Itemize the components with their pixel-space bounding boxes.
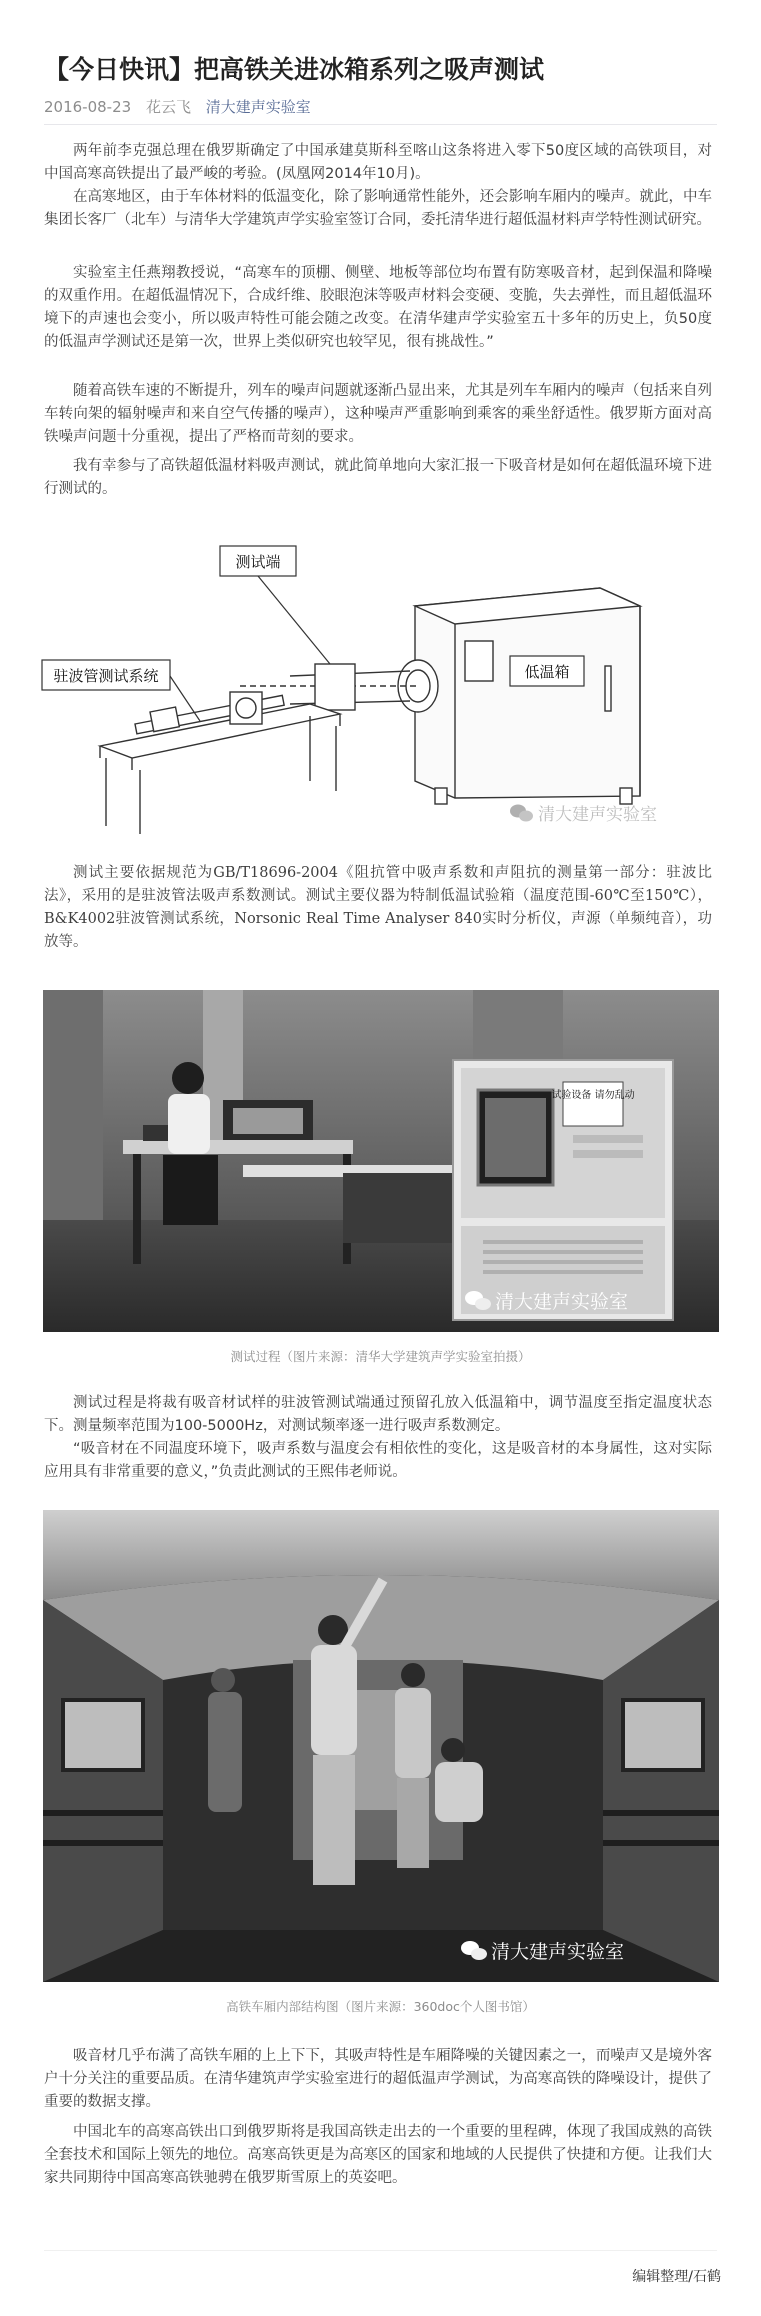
label-tube-system: 驻波管测试系统 <box>53 667 159 685</box>
paragraph-10: 中国北车的高寒高铁出口到俄罗斯将是我国高铁走出去的一个重要的里程碑，体现了我国成熟的高铁全套技术和国际上领先的地位。高寒高铁更是为高寒区的国家和地域的人民提供了快捷和方便。让我们大家共同期待中国高寒高铁驰骋在俄罗斯雪原上的英姿吧。 <box>44 2124 712 2186</box>
paragraph-7: 测试过程是将裁有吸音材试样的驻波管测试端通过预留孔放入低温箱中，调节温度至指定温度状态下。测量频率范围为100-5000Hz，对测试频率逐一进行吸声系数测定。 <box>44 1395 712 1434</box>
article-title: 【今日快讯】把高铁关进冰箱系列之吸声测试 <box>44 54 545 84</box>
paragraph-9: 吸音材几乎布满了高铁车厢的上上下下，其吸声特性是车厢降噪的关键因素之一，而噪声又是境外客户十分关注的重要品质。在清华建筑声学实验室进行的超低温声学测试，为高寒高铁的降噪设计，提供了重要的数据支撑。 <box>44 2048 712 2110</box>
train-photo-drawing <box>43 1510 719 1982</box>
footer-divider <box>44 2250 717 2251</box>
label-cold-box: 低温箱 <box>524 663 570 681</box>
paragraph-3: 实验室主任燕翔教授说，“高寒车的顶棚、侧壁、地板等部位均布置有防寒吸音材，起到保温和降噪的双重作用。在超低温情况下，合成纤维、胶眼泡沫等吸声材料会变硬、变脆，失去弹性，而且超低温环境下的声速也会变小，所以吸声特性可能会随之改变。在清华建声学实验室五十多年的历史上，负50度的低温声学测试还是第一次，世界上类似研究也较罕见，很有挑战性。” <box>44 265 712 350</box>
wechat-icon <box>510 805 533 822</box>
test-setup-diagram <box>40 536 730 836</box>
watermark-text: 清大建声实验室 <box>495 1291 629 1313</box>
paragraph-5: 我有幸参与了高铁超低温材料吸声测试，就此简单地向大家汇报一下吸音材是如何在超低温环境下进行测试的。 <box>44 458 712 497</box>
lab-photo-drawing <box>43 990 719 1332</box>
chamber-sign-text: 试验设备 请勿乱动 <box>551 1090 635 1101</box>
paragraph-8: “吸音材在不同温度环境下，吸声系数与温度会有相依性的变化，这是吸音材的本身属性，这对实际应用具有非常重要的意义，”负责此测试的王熙伟老师说。 <box>44 1441 712 1480</box>
paragraph-6: 测试主要依据规范为GB/T18696-2004《阻抗管中吸声系数和声阻抗的测量第一部分：驻波比法》，采用的是驻波管法吸声系数测试。测试主要仪器为特制低温试验箱（温度范围-60℃至150℃），B&K4002驻波管测试系统，Norsonic Real Time Analyser 840实时分析仪，声源（单频纯音），功放等。 <box>44 865 712 950</box>
diagram-watermark <box>510 805 657 826</box>
photo1-caption: 测试过程（图片来源：清华大学建筑声学实验室拍摄） <box>230 1349 531 1364</box>
diagram-drawing <box>40 536 730 836</box>
photo2-caption: 高铁车厢内部结构图（图片来源：360doc个人图书馆） <box>226 1999 535 2014</box>
publish-date: 2016-08-23 <box>44 98 132 116</box>
watermark-text: 清大建声实验室 <box>538 805 657 825</box>
paragraph-4: 随着高铁车速的不断提升，列车的噪声问题就逐渐凸显出来，尤其是列车车厢内的噪声（包括来自列车转向架的辐射噪声和来自空气传播的噪声），这种噪声严重影响到乘客的乘坐舒适性。俄罗斯方面对高铁噪声问题十分重视，提出了严格而苛刻的要求。 <box>44 383 712 445</box>
watermark-text: 清大建声实验室 <box>491 1941 625 1963</box>
author-name: 花云飞 <box>145 98 191 116</box>
train-interior-photo <box>43 1510 719 1982</box>
account-link[interactable]: 清大建声实验室 <box>205 98 311 116</box>
title-divider <box>44 124 717 125</box>
paragraph-1: 两年前李克强总理在俄罗斯确定了中国承建莫斯科至喀山这条将进入零下50度区域的高铁项目，对中国高寒高铁提出了最严峻的考验。(凤凰网2014年10月)。 <box>44 143 712 182</box>
paragraph-2: 在高寒地区，由于车体材料的低温变化，除了影响通常性能外，还会影响车厢内的噪声。就此，中车集团长客厂（北车）与清华大学建筑声学实验室签订合同，委托清华进行超低温材料声学特性测试研究。 <box>44 189 712 228</box>
article-meta <box>44 96 321 117</box>
lab-test-photo <box>43 990 719 1332</box>
label-test-end: 测试端 <box>235 553 281 571</box>
editor-signature: 编辑整理/石鹤 <box>632 2269 721 2285</box>
